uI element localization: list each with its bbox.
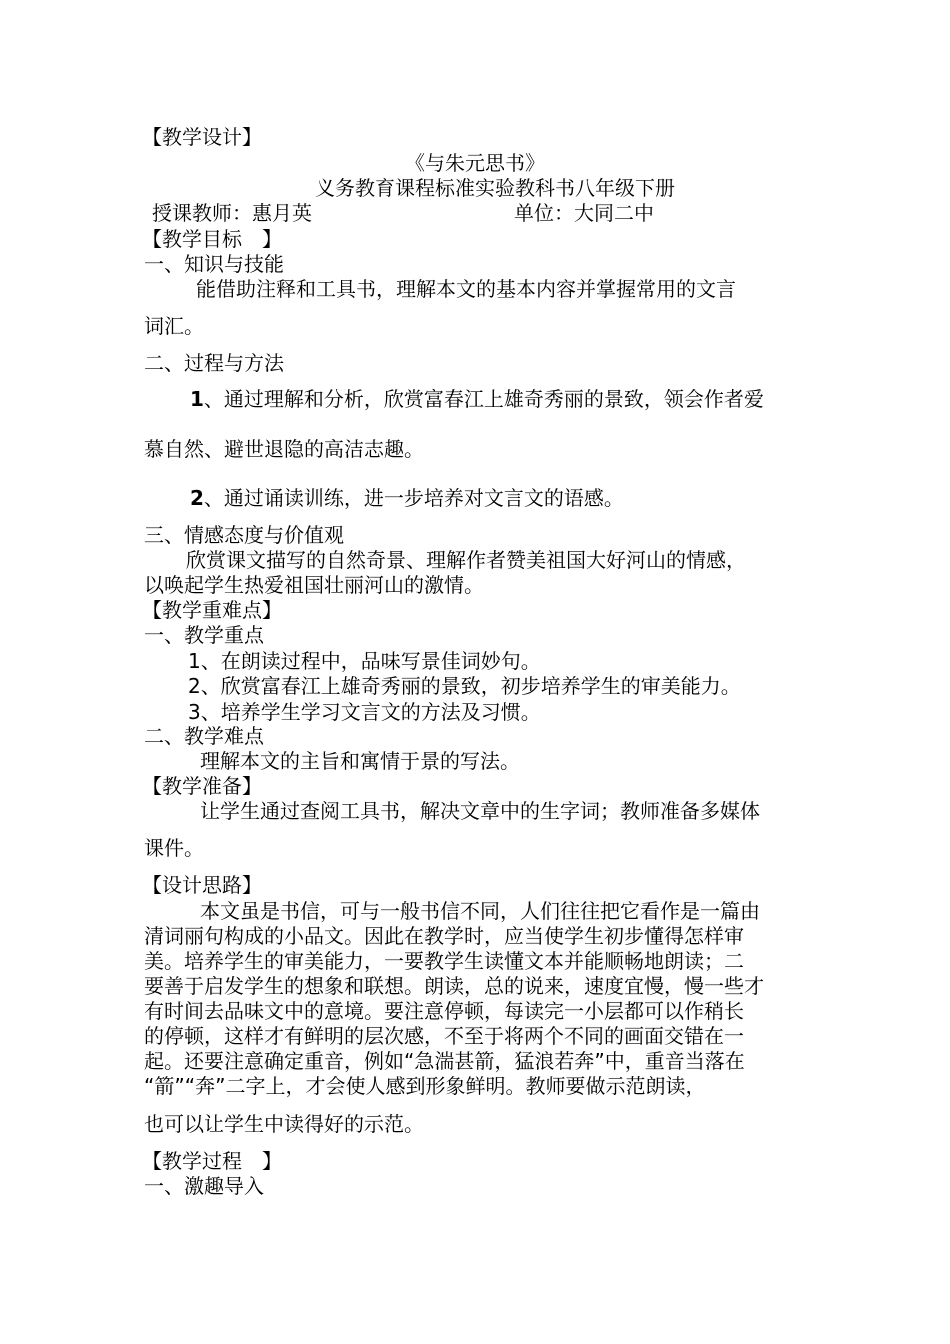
idea-line: 的停顿，这样才有鲜明的层次感，不至于将两个不同的画面交错在一 (144, 1024, 744, 1048)
item-text: 、通过理解和分析，欣赏富春江上雄奇秀丽的景致，领会作者爱 (203, 387, 764, 411)
key-point-3: 3、培养学生学习文言文的方法及习惯。 (188, 700, 541, 724)
idea-line: 清词丽句构成的小品文。因此在教学时，应当使学生初步懂得怎样审 (144, 924, 744, 948)
idea-line: 起。还要注意确定重音，例如“急湍甚箭，猛浪若奔”中，重音当落在 (144, 1049, 745, 1073)
key-point-2: 2、欣赏富春江上雄奇秀丽的景致，初步培养学生的审美能力。 (188, 674, 741, 698)
key-point-1: 1、在朗读过程中，品味写景佳词妙句。 (188, 649, 541, 673)
idea-line: 美。培养学生的审美能力，一要教学生读懂文本并能顺畅地朗读；二 (144, 949, 744, 973)
section-heading-idea: 【设计思路】 (142, 873, 262, 897)
textbook-subtitle: 义务教育课程标准实验教科书八年级下册 (315, 176, 675, 200)
idea-line: “箭”“奔”二字上，才会使人感到形象鲜明。教师要做示范朗读， (144, 1074, 706, 1098)
prep-text-cont: 课件。 (144, 836, 204, 860)
section-heading-design: 【教学设计】 (142, 125, 262, 149)
section-heading-key: 【教学重难点】 (142, 598, 282, 622)
goal-process-item-1 (190, 386, 764, 412)
key-points-heading: 一、教学重点 (144, 623, 264, 647)
section-heading-process: 【教学过程 】 (142, 1149, 282, 1173)
goal-emotion-heading: 三、情感态度与价值观 (144, 523, 344, 547)
teacher-name: 授课教师：惠月英 (152, 201, 312, 225)
idea-line: 有时间去品味文中的意境。要注意停顿，每读完一小层都可以作稍长 (144, 999, 744, 1023)
section-heading-goals: 【教学目标 】 (142, 227, 282, 251)
process-step-1-heading: 一、激趣导入 (144, 1174, 264, 1198)
idea-line: 本文虽是书信，可与一般书信不同，人们往往把它看作是一篇由 (200, 899, 760, 923)
section-heading-prep: 【教学准备】 (142, 774, 262, 798)
goal-process-item-2 (190, 485, 624, 511)
idea-line-last: 也可以让学生中读得好的示范。 (144, 1112, 424, 1136)
difficulty-text: 理解本文的主旨和寓情于景的写法。 (200, 749, 520, 773)
item-number: 1 (190, 387, 204, 411)
item-text: 、通过诵读训练，进一步培养对文言文的语感。 (203, 486, 624, 510)
goal-process-heading: 二、过程与方法 (144, 351, 284, 375)
goal-knowledge-heading: 一、知识与技能 (144, 252, 284, 276)
idea-line: 要善于启发学生的想象和联想。朗读，总的说来，速度宜慢，慢一些才 (144, 974, 764, 998)
school-unit: 单位：大同二中 (514, 201, 654, 225)
goal-knowledge-text-cont: 词汇。 (144, 314, 204, 338)
goal-knowledge-text: 能借助注释和工具书，理解本文的基本内容并掌握常用的文言 (196, 277, 736, 301)
lesson-title: 《与朱元思书》 (405, 151, 545, 175)
goal-process-item-1-cont: 慕自然、避世退隐的高洁志趣。 (144, 437, 424, 461)
item-number: 2 (190, 486, 204, 510)
difficulty-heading: 二、教学难点 (144, 724, 264, 748)
goal-emotion-text: 欣赏课文描写的自然奇景、理解作者赞美祖国大好河山的情感， (186, 548, 746, 572)
prep-text: 让学生通过查阅工具书，解决文章中的生字词；教师准备多媒体 (200, 799, 760, 823)
goal-emotion-text-cont: 以唤起学生热爱祖国壮丽河山的激情。 (144, 573, 484, 597)
